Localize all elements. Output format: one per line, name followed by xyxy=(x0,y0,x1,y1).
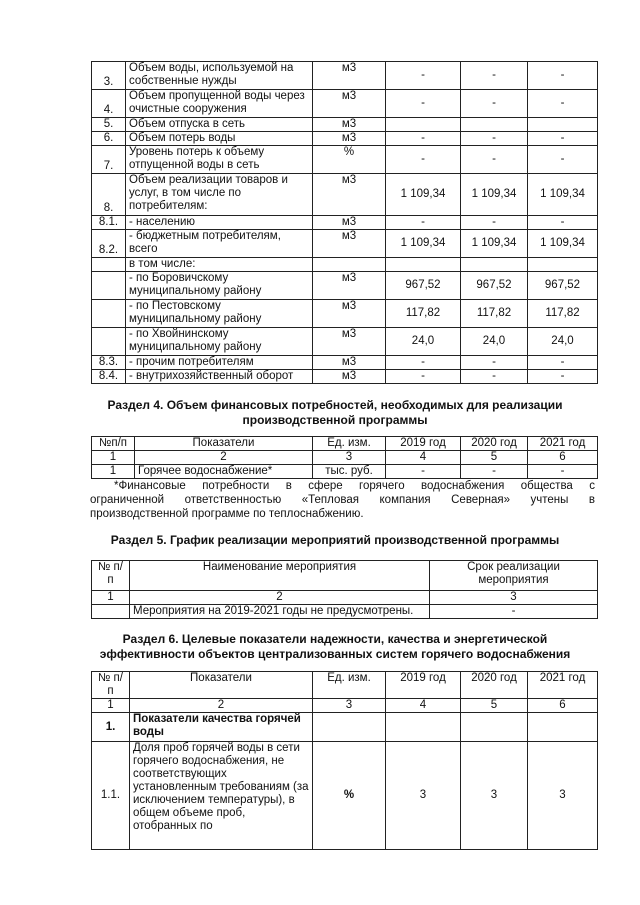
row-number: 8.2. xyxy=(92,230,126,258)
value-2021: 1 109,34 xyxy=(528,230,598,258)
colnum-cell: 2 xyxy=(135,451,313,465)
row-number xyxy=(92,258,126,272)
header-cell: № п/п xyxy=(92,672,130,699)
value-2021: 117,82 xyxy=(528,300,598,328)
colnum-cell: 1 xyxy=(92,451,135,465)
section4-title: Раздел 4. Объем финансовых потребностей, необходимых для реализации производственной программы xyxy=(107,398,563,427)
row-number xyxy=(92,328,126,356)
colnum-cell: 1 xyxy=(92,699,130,713)
value-2020: - xyxy=(461,90,528,118)
row-number xyxy=(92,300,126,328)
value-2020: 967,52 xyxy=(461,272,528,300)
header-cell: Ед. изм. xyxy=(313,437,386,451)
row-unit: тыс. руб. xyxy=(313,465,386,479)
header-cell: Ед. изм. xyxy=(313,672,386,699)
row-unit: м3 xyxy=(313,356,386,370)
table-row xyxy=(92,328,598,356)
table-row xyxy=(92,370,598,384)
section5-title: Раздел 5. График реализации мероприятий производственной программы xyxy=(110,533,560,547)
row-name: в том числе: xyxy=(126,258,313,272)
value-2019: 24,0 xyxy=(386,328,461,356)
value-2020: 3 xyxy=(461,742,528,850)
value-2019: - xyxy=(386,465,461,479)
table-row xyxy=(92,742,598,850)
row-name: Доля проб горячей воды в сети горячего водоснабжения, не соответствующих установленным требованиям (за исключением температуры), в общем объеме проб, отобранных по xyxy=(130,742,313,850)
row-unit: м3 xyxy=(313,132,386,146)
value-2019: - xyxy=(386,62,461,90)
value-2019: 1 109,34 xyxy=(386,230,461,258)
table-row xyxy=(92,605,598,619)
value-2021: - xyxy=(528,146,598,174)
row-unit: м3 xyxy=(313,62,386,90)
group-name: Показатели качества горячей воды xyxy=(130,713,313,742)
row-number: 6. xyxy=(92,132,126,146)
table-row xyxy=(92,174,598,216)
row-name: - прочим потребителям xyxy=(126,356,313,370)
table-row xyxy=(92,300,598,328)
value-2021: - xyxy=(528,90,598,118)
value-2019 xyxy=(386,258,461,272)
volume-table xyxy=(91,61,598,384)
row-unit: м3 xyxy=(313,118,386,132)
value-2021: - xyxy=(528,62,598,90)
value-2020: - xyxy=(461,370,528,384)
row-term: - xyxy=(430,605,598,619)
header-cell: 2019 год xyxy=(386,672,461,699)
row-unit: м3 xyxy=(313,328,386,356)
row-name: Объем пропущенной воды через очистные сооружения xyxy=(126,90,313,118)
row-name: - бюджетным потребителям, всего xyxy=(126,230,313,258)
row-name: Объем реализации товаров и услуг, в том числе по потребителям: xyxy=(126,174,313,216)
colnum-cell: 4 xyxy=(386,699,461,713)
value-2021: - xyxy=(528,356,598,370)
row-unit: м3 xyxy=(313,90,386,118)
value-2019: 1 109,34 xyxy=(386,174,461,216)
value-2019: - xyxy=(386,216,461,230)
row-name: - по Пестовскому муниципальному району xyxy=(126,300,313,328)
table-row xyxy=(92,146,598,174)
row-number: 1 xyxy=(92,465,135,479)
row-unit: м3 xyxy=(313,370,386,384)
finance-table xyxy=(91,436,598,479)
row-unit: м3 xyxy=(313,272,386,300)
header-cell: 2021 год xyxy=(528,437,598,451)
header-cell: № п/п xyxy=(92,561,130,591)
row-name: - внутрихозяйственный оборот xyxy=(126,370,313,384)
row-unit: м3 xyxy=(313,216,386,230)
value-2020: - xyxy=(461,216,528,230)
value-2020: 24,0 xyxy=(461,328,528,356)
value-2019: 967,52 xyxy=(386,272,461,300)
value-2020 xyxy=(461,258,528,272)
row-unit: % xyxy=(313,742,386,850)
header-cell: Срок реализации мероприятия xyxy=(430,561,598,591)
colnum-cell: 4 xyxy=(386,451,461,465)
header-cell: 2019 год xyxy=(386,437,461,451)
value-2019: - xyxy=(386,90,461,118)
colnum-cell: 5 xyxy=(461,699,528,713)
row-number: 5. xyxy=(92,118,126,132)
value-2021: - xyxy=(528,132,598,146)
value-2020: 1 109,34 xyxy=(461,230,528,258)
table-row xyxy=(92,132,598,146)
table-row xyxy=(92,90,598,118)
header-cell: 2020 год xyxy=(461,672,528,699)
value-2019 xyxy=(386,118,461,132)
colnum-cell: 3 xyxy=(313,451,386,465)
header-cell: 2020 год xyxy=(461,437,528,451)
row-unit xyxy=(313,258,386,272)
section6-title: Раздел 6. Целевые показатели надежности, качества и энергетической эффективности объектов централизованных систем горячего водоснабжения xyxy=(99,632,571,661)
header-cell: 2021 год xyxy=(528,672,598,699)
row-number xyxy=(92,605,130,619)
table-row xyxy=(92,118,598,132)
value-2019: - xyxy=(386,370,461,384)
row-number: 7. xyxy=(92,146,126,174)
header-cell: Наименование мероприятия xyxy=(130,561,430,591)
colnum-cell: 6 xyxy=(528,451,598,465)
group-number: 1. xyxy=(92,713,130,742)
indicators-table xyxy=(91,671,598,850)
value-2019: - xyxy=(386,146,461,174)
colnum-cell: 2 xyxy=(130,591,430,605)
table-row xyxy=(92,216,598,230)
row-name: Объем потерь воды xyxy=(126,132,313,146)
finance-footnote: *Финансовые потребности в сфере горячего водоснабжения общества с ограниченной ответственностью «Тепловая компания Северная» учтены в производственной программе по теплоснабжению. xyxy=(90,480,595,520)
row-number: 8. xyxy=(92,174,126,216)
colnum-cell: 1 xyxy=(92,591,130,605)
table-row xyxy=(92,258,598,272)
header-cell: Показатели xyxy=(130,672,313,699)
row-unit: м3 xyxy=(313,300,386,328)
value-2020: - xyxy=(461,62,528,90)
row-number: 8.1. xyxy=(92,216,126,230)
row-name: Объем отпуска в сеть xyxy=(126,118,313,132)
value-2020: - xyxy=(461,356,528,370)
row-name: - по Хвойнинскому муниципальному району xyxy=(126,328,313,356)
value-2021: 3 xyxy=(528,742,598,850)
row-name: - по Боровичскому муниципальному району xyxy=(126,272,313,300)
row-name: - населению xyxy=(126,216,313,230)
row-name: Горячее водоснабжение* xyxy=(135,465,313,479)
value-2020: 117,82 xyxy=(461,300,528,328)
header-cell: Показатели xyxy=(135,437,313,451)
row-number: 1.1. xyxy=(92,742,130,850)
value-2020: - xyxy=(461,146,528,174)
value-2019: 3 xyxy=(386,742,461,850)
value-2020 xyxy=(461,118,528,132)
table-row xyxy=(92,230,598,258)
row-name: Мероприятия на 2019-2021 годы не предусмотрены. xyxy=(130,605,430,619)
schedule-table xyxy=(91,560,598,619)
table-row xyxy=(92,465,598,479)
row-number: 4. xyxy=(92,90,126,118)
value-2019: - xyxy=(386,356,461,370)
value-2019: 117,82 xyxy=(386,300,461,328)
row-name: Уровень потерь к объему отпущенной воды в сеть xyxy=(126,146,313,174)
header-cell: №п/п xyxy=(92,437,135,451)
row-number xyxy=(92,272,126,300)
value-2021 xyxy=(528,258,598,272)
value-2020: - xyxy=(461,465,528,479)
table-row xyxy=(92,713,598,742)
row-number: 8.4. xyxy=(92,370,126,384)
table-row xyxy=(92,356,598,370)
row-number: 8.3. xyxy=(92,356,126,370)
value-2019: - xyxy=(386,132,461,146)
row-name: Объем воды, используемой на собственные нужды xyxy=(126,62,313,90)
table-row xyxy=(92,272,598,300)
colnum-cell: 6 xyxy=(528,699,598,713)
colnum-cell: 3 xyxy=(430,591,598,605)
value-2021 xyxy=(528,118,598,132)
row-unit: м3 xyxy=(313,174,386,216)
colnum-cell: 5 xyxy=(461,451,528,465)
value-2021: 1 109,34 xyxy=(528,174,598,216)
table-row xyxy=(92,62,598,90)
value-2021: - xyxy=(528,465,598,479)
colnum-cell: 3 xyxy=(313,699,386,713)
value-2021: - xyxy=(528,370,598,384)
value-2020: - xyxy=(461,132,528,146)
row-unit: м3 xyxy=(313,230,386,258)
row-number: 3. xyxy=(92,62,126,90)
value-2021: - xyxy=(528,216,598,230)
value-2021: 24,0 xyxy=(528,328,598,356)
row-unit: % xyxy=(313,146,386,174)
colnum-cell: 2 xyxy=(130,699,313,713)
value-2021: 967,52 xyxy=(528,272,598,300)
value-2020: 1 109,34 xyxy=(461,174,528,216)
